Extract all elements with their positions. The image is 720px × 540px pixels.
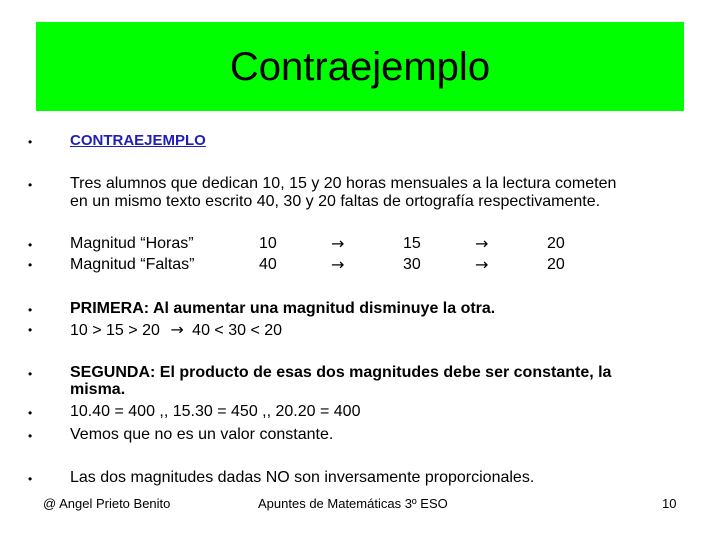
horas-inequality: 10 > 15 > 20 xyxy=(70,322,160,339)
page-number: 10 xyxy=(662,496,677,511)
conclusion-line: Las dos magnitudes dadas NO son inversamente proporcionales. xyxy=(70,469,535,486)
horas-value-2: 15 xyxy=(403,235,421,252)
bullet-dot: • xyxy=(28,258,33,272)
statement-line-2: en un mismo texto escrito 40, 30 y 20 faltas de ortografía respectivamente. xyxy=(70,193,601,210)
faltas-value-2: 30 xyxy=(403,256,421,273)
slide-title: Contraejemplo xyxy=(229,45,491,89)
arrow-right-icon: → xyxy=(170,320,184,339)
bullet-dot: • xyxy=(28,135,33,149)
bullet-dot: • xyxy=(28,178,33,192)
bullet-dot: • xyxy=(28,367,33,381)
products-line: 10.40 = 400 ,, 15.30 = 450 ,, 20.20 = 400 xyxy=(70,403,361,420)
arrow-right-icon: → xyxy=(475,255,489,274)
horas-value-3: 20 xyxy=(547,235,565,252)
footer-course: Apuntes de Matemáticas 3º ESO xyxy=(258,496,448,511)
segunda-heading-2: misma. xyxy=(70,381,126,398)
arrow-right-icon: → xyxy=(475,234,489,253)
footer-author: @ Angel Prieto Benito xyxy=(43,496,171,511)
bullet-dot: • xyxy=(28,472,33,486)
faltas-value-1: 40 xyxy=(259,256,277,273)
primera-heading: PRIMERA: Al aumentar una magnitud disminuye la otra. xyxy=(70,300,496,317)
primera-inequality xyxy=(70,321,282,340)
contraejemplo-link[interactable]: CONTRAEJEMPLO xyxy=(70,132,206,149)
row-horas-label: Magnitud “Horas” xyxy=(70,235,194,252)
bullet-dot: • xyxy=(28,238,33,252)
bullet-dot: • xyxy=(28,406,33,420)
segunda-heading-1: SEGUNDA: El producto de esas dos magnitudes debe ser constante, la xyxy=(70,364,612,381)
bullet-dot: • xyxy=(28,303,33,317)
horas-value-1: 10 xyxy=(259,235,277,252)
arrow-right-icon: → xyxy=(331,255,345,274)
bullet-dot: • xyxy=(28,323,33,337)
title-banner xyxy=(36,22,684,111)
not-constant-line: Vemos que no es un valor constante. xyxy=(70,426,334,443)
arrow-right-icon: → xyxy=(331,234,345,253)
bullet-dot: • xyxy=(28,429,33,443)
faltas-value-3: 20 xyxy=(547,256,565,273)
statement-line-1: Tres alumnos que dedican 10, 15 y 20 horas mensuales a la lectura cometen xyxy=(70,175,617,192)
row-faltas-label: Magnitud “Faltas” xyxy=(70,256,195,273)
faltas-inequality: 40 < 30 < 20 xyxy=(192,322,283,339)
